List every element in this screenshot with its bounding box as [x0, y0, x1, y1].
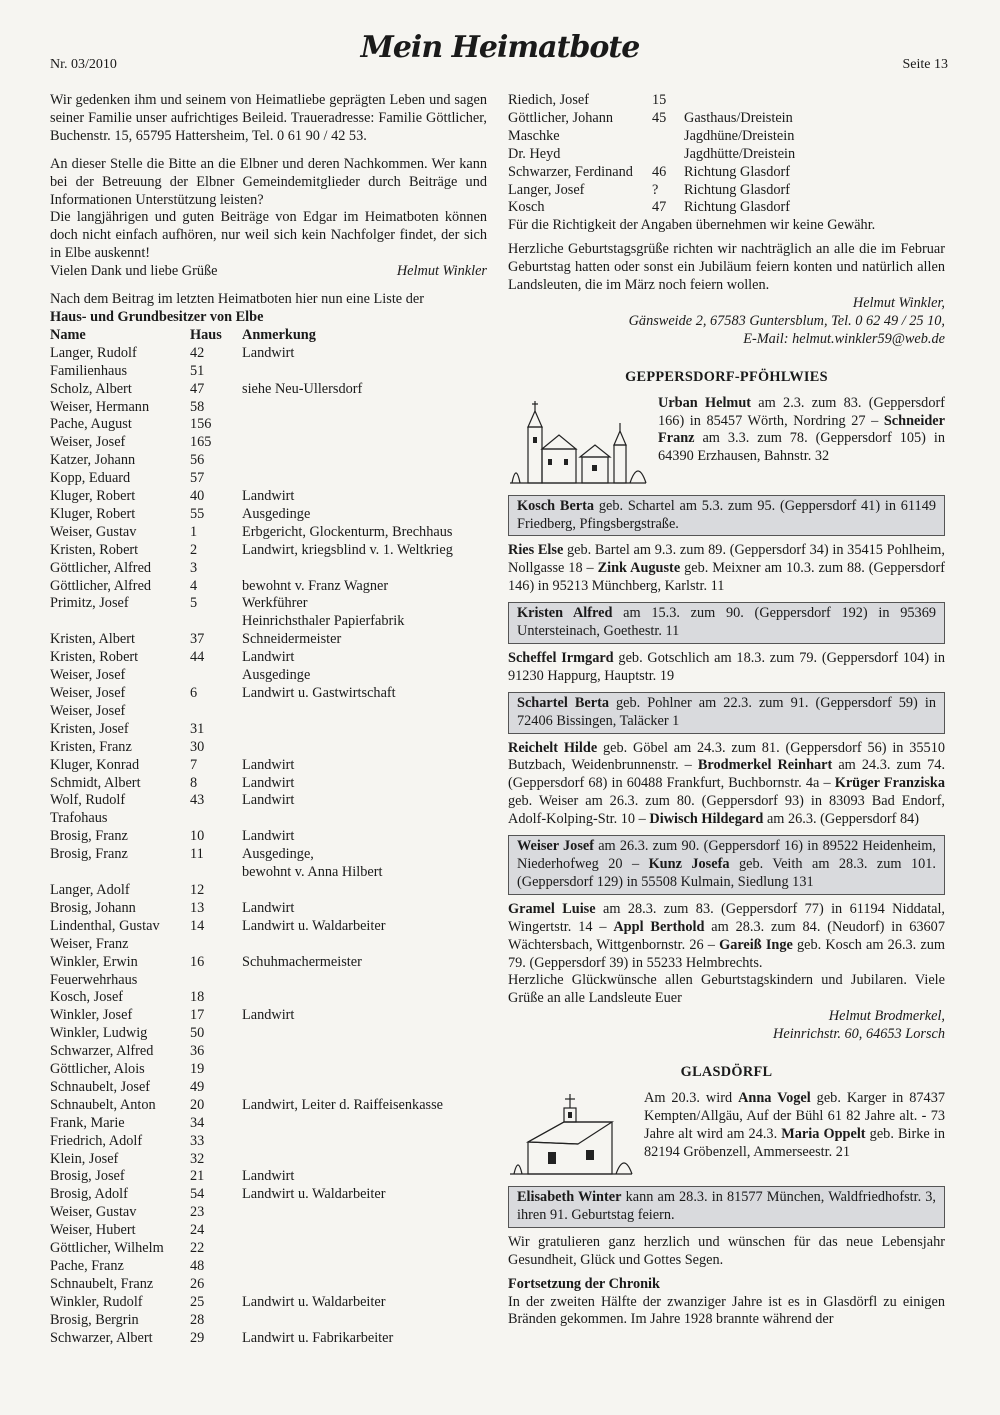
owner-name: Weiser, Hermann: [50, 398, 150, 415]
house-number: 24: [190, 1222, 205, 1239]
note: [242, 1312, 453, 1330]
table-row: [50, 1204, 453, 1222]
house-number: 22: [190, 1240, 205, 1257]
house-number: 7: [190, 756, 198, 773]
highlight-kristen-alfred: Kristen Alfred am 15.3. zum 90. (Geppersdorf 192) in 95369 Untersteinach, Goethestr. 11: [508, 602, 945, 644]
table-row: [508, 164, 795, 182]
table-row: [50, 381, 453, 399]
owner-name: Kristen, Franz: [50, 738, 132, 755]
birthday-entry-vogel-oppelt: Am 20.3. wird Anna Vogel geb. Karger in 87437 Kempten/Allgäu, Auf der Bühl 61 82 Jahre alt. - 73 Jahre alt wird am 24.3. Maria Oppelt geb. Birke in 82194 Gröbenzell, Ammerseestr. 21: [644, 1089, 945, 1160]
note: [684, 92, 795, 110]
table-row: [50, 703, 453, 721]
note: bewohnt v. Franz Wagner: [242, 577, 389, 594]
owner-name: Schnaubelt, Josef: [50, 1078, 151, 1095]
table-row: [50, 631, 453, 649]
note: Landwirt u. Waldarbeiter: [242, 1293, 386, 1310]
table-row: [508, 92, 795, 110]
table-row: [50, 1186, 453, 1204]
table-row: [50, 470, 453, 488]
table-row: [508, 110, 795, 128]
table-row: [50, 524, 453, 542]
thanks-text: Vielen Dank und liebe Grüße: [50, 263, 218, 280]
no-warranty-note: Für die Richtigkeit der Angaben übernehmen wir keine Gewähr.: [508, 217, 876, 234]
house-number: 36: [190, 1043, 205, 1060]
house-number: 23: [190, 1204, 205, 1221]
house-number: 11: [190, 846, 204, 863]
note: Ausgedinge: [242, 667, 311, 684]
note: [242, 434, 453, 452]
owner-name: Göttlicher, Alois: [50, 1061, 145, 1078]
house-number: 29: [190, 1329, 205, 1346]
house-number: 3: [190, 559, 198, 576]
house-number: 48: [190, 1258, 205, 1274]
table-row: [508, 128, 795, 146]
note: Schneidermeister: [242, 631, 342, 648]
note: Landwirt: [242, 488, 295, 505]
owner-name: Friedrich, Adolf: [50, 1132, 143, 1149]
house-number: 43: [190, 792, 205, 809]
note: siehe Neu-Ullersdorf: [242, 380, 363, 397]
church-village-illustration: [508, 397, 648, 489]
owner-name: Dr. Heyd: [508, 145, 561, 162]
house-number: 15: [652, 92, 667, 108]
owner-name: Kluger, Robert: [50, 488, 136, 505]
note: Ausgedinge: [242, 505, 311, 522]
owner-name: Maschke: [508, 127, 560, 144]
house-number: 46: [652, 163, 667, 180]
note: Werkführer: [242, 595, 308, 612]
house-number: 2: [190, 541, 198, 558]
owner-name: Kopp, Eduard: [50, 470, 131, 487]
note: [242, 416, 453, 434]
table-row: [50, 989, 453, 1007]
table-row: [50, 954, 453, 972]
owner-name: Winkler, Rudolf: [50, 1293, 143, 1310]
note: [242, 363, 453, 381]
house-number: [190, 703, 242, 721]
table-row: [50, 1133, 453, 1151]
owner-name: Langer, Rudolf: [50, 344, 137, 361]
house-number: 6: [190, 685, 198, 701]
house-number: 13: [190, 899, 205, 916]
owner-name: Brosig, Franz: [50, 828, 128, 845]
house-number: 8: [190, 774, 198, 791]
owner-name: Wolf, Rudolf: [50, 792, 126, 809]
note: Landwirt, kriegsblind v. 1. Weltkrieg: [242, 541, 453, 558]
issue-number: Nr. 03/2010: [50, 57, 117, 72]
owner-name: Brosig, Adolf: [50, 1186, 128, 1203]
house-number: 32: [190, 1150, 205, 1167]
appeal-paragraph: An dieser Stelle die Bitte an die Elbner und deren Nachkommen. Wer kann bei der Betreuung der Elbner Gemeindemitglieder durch Beiträge und Informationen Unterstützung leisten?: [50, 155, 487, 208]
owner-name: Feuerwehrhaus: [50, 971, 138, 988]
house-number: [190, 864, 242, 882]
owner-name: Winkler, Ludwig: [50, 1025, 148, 1042]
owner-name: Schwarzer, Ferdinand: [508, 163, 633, 180]
note: bewohnt v. Anna Hilbert: [242, 864, 383, 881]
house-number: 37: [190, 631, 205, 648]
owner-name: Kristen, Josef: [50, 720, 129, 737]
owner-name: Langer, Josef: [508, 181, 585, 198]
owner-name: Brosig, Josef: [50, 1168, 125, 1185]
owner-name: Göttlicher, Alfred: [50, 577, 152, 594]
owner-name: Frank, Marie: [50, 1114, 125, 1131]
house-number: 1: [190, 523, 198, 540]
owner-name: [50, 864, 190, 882]
table-row: [50, 936, 453, 954]
birthday-entry-gramel-group: Gramel Luise am 28.3. zum 83. (Geppersdorf 77) in 61194 Niddatal, Wingertstr. 14 – Appl Berthold am 28.3. zum 84. (Neudorf) in 63607 Wächtersbach, Wittgenbornstr. 26 – Gareiß Inge geb. Kosch am 26.3. zum 79. (Geppersdorf 39) in 55233 Helmbrechts.: [508, 900, 945, 971]
table-row: [50, 882, 453, 900]
house-number: 56: [190, 452, 205, 469]
note: Schuhmachermeister: [242, 953, 362, 970]
note: Landwirt: [242, 774, 295, 791]
birthday-entry-urban-schneider: Urban Helmut am 2.3. zum 83. (Geppersdorf 166) in 85457 Wörth, Nordring 27 – Schneider Franz am 3.3. zum 78. (Geppersdorf 105) in 64390 Erzhausen, Bahnstr. 32: [658, 394, 945, 465]
table-row: [50, 1258, 453, 1276]
owner-name: Kluger, Konrad: [50, 756, 140, 773]
birthday-entry-scheffel: Scheffel Irmgard geb. Gotschlich am 18.3. zum 79. (Geppersdorf 104) in 91230 Happurg, Hauptstr. 19: [508, 649, 945, 684]
table-row: [50, 1330, 453, 1348]
table-row: [50, 434, 453, 452]
chronik-title: Fortsetzung der Chronik: [508, 1275, 660, 1292]
table-row: [50, 972, 453, 990]
note: Landwirt: [242, 899, 295, 916]
note: [242, 399, 453, 417]
note: Jagdhüne/Dreistein: [684, 127, 795, 144]
note: Landwirt: [242, 792, 295, 809]
table-row: [50, 649, 453, 667]
house-number: 40: [190, 488, 205, 505]
note: Landwirt: [242, 344, 295, 361]
note: [242, 452, 453, 470]
table-row: [50, 1312, 453, 1330]
note: Richtung Glasdorf: [684, 199, 791, 216]
owner-name: Kosch: [508, 199, 545, 216]
birthday-entry-ries-zink: Ries Else geb. Bartel am 9.3. zum 89. (Geppersdorf 34) in 35415 Pohlheim, Nollgasse 18 – Zink Auguste geb. Meixner am 10.3. zum 88. (Geppersdorf 146) in 95213 Münchberg, Karlstr. 11: [508, 542, 945, 595]
table-row: [50, 416, 453, 434]
owner-name: Kristen, Robert: [50, 541, 139, 558]
table-row: [50, 918, 453, 936]
table-row: [50, 613, 453, 631]
house-number: 30: [190, 738, 205, 755]
note: [242, 972, 453, 990]
section-geppersdorf-title: GEPPERSDORF-PFÖHLWIES: [625, 368, 828, 385]
house-number: [190, 936, 242, 954]
table-row: [50, 345, 453, 363]
owner-name: Familienhaus: [50, 362, 128, 379]
table-row: [508, 199, 795, 217]
owner-name: [50, 613, 190, 631]
owner-name: Brosig, Bergrin: [50, 1311, 139, 1328]
owner-name: Weiser, Josef: [50, 667, 126, 684]
house-number: [190, 613, 242, 631]
note: [242, 989, 453, 1007]
table-row: [50, 810, 453, 828]
table-row: [50, 452, 453, 470]
note: Landwirt: [242, 1007, 295, 1024]
note: Landwirt: [242, 756, 295, 773]
birthday-entry-reichelt-group: Reichelt Hilde geb. Göbel am 24.3. zum 81. (Geppersdorf 56) in 35510 Butzbach, Weidenbrunnenstr. – Brodmerkel Reinhart am 24.3. zum 74. (Geppersdorf 68) in 60488 Frankfurt, Buchbornstr. 4a – Krüger Franziska geb. Weiser am 26.3. zum 80. (Geppersdorf 93) in 83093 Bad Endorf, Adolf-Kolping-Str. 10 – Diwisch Hildegard am 26.3. (Geppersdorf 84): [508, 739, 946, 828]
note: [242, 739, 453, 757]
geppersdorf-intro: [508, 395, 945, 489]
table-row: [50, 667, 453, 685]
house-number: 50: [190, 1025, 205, 1042]
house-number: 17: [190, 1007, 205, 1024]
note: Landwirt, Leiter d. Raiffeisenkasse: [242, 1096, 444, 1113]
owner-name: Göttlicher, Wilhelm: [50, 1240, 164, 1257]
owner-name: Riedich, Josef: [508, 92, 589, 108]
owner-name: Göttlicher, Johann: [508, 109, 614, 126]
house-number: 4: [190, 577, 198, 594]
note: [242, 1061, 453, 1079]
owner-name: Schnaubelt, Anton: [50, 1096, 156, 1113]
house-number: 42: [190, 344, 205, 361]
owner-name: Schmidt, Albert: [50, 774, 141, 791]
note: Gasthaus/Dreistein: [684, 109, 793, 126]
owner-name: Weiser, Gustav: [50, 1204, 137, 1221]
owner-name: Scholz, Albert: [50, 380, 132, 397]
owner-name: Weiser, Josef: [50, 685, 126, 701]
house-number: 5: [190, 595, 198, 612]
table-row: [50, 560, 453, 578]
note: Jagdhütte/Dreistein: [684, 145, 796, 162]
note: [242, 703, 453, 721]
list-intro: Nach dem Beitrag im letzten Heimatboten hier nun eine Liste der: [50, 291, 424, 308]
appeal-paragraph-2: Die langjährigen und guten Beiträge von Edgar im Heimatboten können doch nicht einfach aufhören, nur weil sich kein Nachfolger findet, der sich in Elbe auskennt!: [50, 209, 487, 262]
house-number: 45: [652, 109, 667, 126]
owner-name: Brosig, Franz: [50, 846, 128, 863]
house-number: [190, 972, 242, 990]
closing-greeting: Herzliche Glückwünsche allen Geburtstagskindern und Jubilaren. Viele Grüße an alle Landsleute Euer: [508, 972, 945, 1007]
author-name: Helmut Winkler: [396, 263, 487, 280]
note: Landwirt u. Waldarbeiter: [242, 917, 386, 934]
table-row: [50, 1025, 453, 1043]
note: Landwirt: [242, 828, 295, 845]
note: [242, 1115, 453, 1133]
table-row: [50, 1115, 453, 1133]
signature-name: Helmut Winkler,: [852, 294, 945, 311]
note: Erbgericht, Glockenturm, Brechhaus: [242, 523, 453, 540]
list-title: Haus- und Grundbesitzer von Elbe: [50, 308, 264, 325]
highlight-elisabeth-winter: Elisabeth Winter kann am 28.3. in 81577 München, Waldfriedhofstr. 3, ihren 91. Geburtstag feiern.: [508, 1186, 945, 1228]
table-row: [50, 721, 453, 739]
table-row: [50, 578, 453, 596]
house-number: 55: [190, 505, 205, 522]
note: Heinrichsthaler Papierfabrik: [242, 613, 405, 630]
note: [242, 936, 453, 954]
table-row: [50, 1097, 453, 1115]
house-number: ?: [652, 181, 659, 198]
table-row: [508, 146, 795, 164]
table-row: [50, 739, 453, 757]
owner-name: Langer, Adolf: [50, 881, 130, 898]
table-row: [50, 1168, 453, 1186]
owner-name: Schnaubelt, Franz: [50, 1275, 154, 1292]
house-number: 28: [190, 1311, 205, 1328]
table-row: [50, 828, 453, 846]
house-number: [190, 810, 242, 828]
owner-name: Trafohaus: [50, 810, 108, 827]
note: [242, 1133, 453, 1151]
owner-name: Primitz, Josef: [50, 595, 129, 612]
owner-name: Weiser, Hubert: [50, 1222, 136, 1239]
owner-name: Winkler, Erwin: [50, 953, 138, 970]
owner-name: Kosch, Josef: [50, 989, 124, 1006]
condolence-paragraph: Wir gedenken ihm und seinem von Heimatliebe geprägten Leben und sagen seiner Familie unser aufrichtiges Beileid. Traueradresse: Familie Göttlicher, Buchenstr. 15, 65795 Hattersheim, Tel. 0 61 90 / 42 53.: [50, 92, 487, 144]
table-row: [50, 757, 453, 775]
owner-name: Schwarzer, Alfred: [50, 1043, 154, 1060]
table-row: [50, 900, 453, 918]
note: [242, 560, 453, 578]
house-number: 19: [190, 1061, 205, 1078]
owner-name: Klein, Josef: [50, 1150, 119, 1167]
owners-table: [50, 327, 453, 1348]
table-row: [50, 685, 453, 703]
table-row: [50, 542, 453, 560]
note: Landwirt: [242, 649, 295, 666]
table-row: [50, 1007, 453, 1025]
note: Ausgedinge,: [242, 846, 314, 863]
col-haus-header: Haus: [190, 326, 222, 343]
note: Landwirt: [242, 1168, 295, 1185]
col-name-header: Name: [50, 326, 86, 343]
house-number: [190, 667, 242, 685]
note: [242, 1222, 453, 1240]
note: [242, 810, 453, 828]
note: [242, 1258, 453, 1276]
table-row: [50, 1043, 453, 1061]
house-number: 51: [190, 362, 205, 379]
table-row: [50, 1079, 453, 1097]
closing-author: Helmut Brodmerkel,: [828, 1008, 945, 1025]
note: [242, 470, 453, 488]
signature-email: E-Mail: helmut.winkler59@web.de: [743, 330, 945, 347]
owner-name: Göttlicher, Alfred: [50, 559, 152, 576]
signature-address: Gänsweide 2, 67583 Guntersblum, Tel. 0 62 49 / 25 10,: [628, 312, 945, 329]
table-row: [50, 363, 453, 381]
note: Richtung Glasdorf: [684, 181, 791, 198]
table-row: [50, 1222, 453, 1240]
house-number: 21: [190, 1168, 205, 1185]
owner-name: Katzer, Johann: [50, 452, 136, 469]
house-number: [652, 128, 684, 146]
note: Landwirt u. Gastwirtschaft: [242, 685, 396, 701]
table-row: [50, 1294, 453, 1312]
closing-address: Heinrichstr. 60, 64653 Lorsch: [773, 1026, 945, 1043]
note: [242, 1025, 453, 1043]
note: [242, 1204, 453, 1222]
note: Richtung Glasdorf: [684, 163, 791, 180]
owner-name: Schwarzer, Albert: [50, 1329, 153, 1346]
chapel-illustration: [508, 1092, 634, 1180]
right-column: [508, 92, 945, 1329]
table-row: [508, 182, 795, 200]
table-row: [50, 399, 453, 417]
house-number: 26: [190, 1275, 205, 1292]
col-note-header: Anmerkung: [242, 326, 316, 343]
house-number: 54: [190, 1186, 205, 1203]
highlight-schartel-berta: Schartel Berta geb. Pohlner am 22.3. zum 91. (Geppersdorf 59) in 72406 Bissingen, Taläcker 1: [508, 692, 945, 734]
house-number: 33: [190, 1132, 205, 1149]
house-number: 10: [190, 828, 205, 845]
note: [242, 1079, 453, 1097]
house-number: 156: [190, 416, 212, 433]
note: Landwirt u. Waldarbeiter: [242, 1186, 386, 1203]
highlight-weiser-kunz: Weiser Josef am 26.3. zum 90. (Geppersdorf 16) in 89522 Heidenheim, Niederhofweg 20 – Kunz Josefa geb. Veith am 28.3. zum 101. (Geppersdorf 129) in 55508 Kulmain, Siedlung 131: [508, 835, 945, 895]
owner-name: Pache, August: [50, 416, 132, 433]
owner-name: Winkler, Josef: [50, 1007, 133, 1024]
owner-name: Weiser, Gustav: [50, 523, 137, 540]
owner-name: Kristen, Robert: [50, 649, 139, 666]
table-row: [50, 1151, 453, 1169]
glasdoerfl-intro: [508, 1090, 945, 1180]
note: [242, 1240, 453, 1258]
note: [242, 1276, 453, 1294]
house-number: 20: [190, 1096, 205, 1113]
table-row: [50, 488, 453, 506]
house-number: 16: [190, 953, 205, 970]
note: [242, 882, 453, 900]
house-number: 14: [190, 917, 205, 934]
greetings-paragraph: Herzliche Geburtstagsgrüße richten wir nachträglich an alle die im Februar Geburtstag hatten oder sonst ein Jubiläum feiern konten und natürlich allen Landsleuten, die im März noch feiern wollen.: [508, 241, 945, 294]
masthead-logo: Mein Heimatbote: [360, 30, 640, 65]
house-number: 47: [190, 380, 205, 397]
house-number: 57: [190, 470, 205, 487]
note: [242, 1151, 453, 1169]
congratulations-paragraph: Wir gratulieren ganz herzlich und wünschen für das neue Lebensjahr Gesundheit, Glück und Gottes Segen.: [508, 1233, 945, 1268]
house-number: 25: [190, 1293, 205, 1310]
signature-line: [50, 263, 487, 281]
page-number: Seite 13: [902, 57, 948, 72]
note: [242, 721, 453, 739]
owner-name: Kristen, Albert: [50, 631, 135, 648]
house-number: 165: [190, 434, 212, 451]
table-row: [50, 595, 453, 613]
table-row: [50, 792, 453, 810]
table-row: [50, 846, 453, 864]
left-column: [50, 92, 487, 1348]
house-number: 47: [652, 199, 667, 216]
chronik-text: In der zweiten Hälfte der zwanziger Jahre ist es in Glasdörfl zu einigen Bränden gekommen. Im Jahre 1928 brannte während der: [508, 1293, 945, 1328]
house-number: 18: [190, 989, 205, 1006]
table-row: [50, 506, 453, 524]
table-row: [50, 775, 453, 793]
house-number: 34: [190, 1114, 205, 1131]
owner-name: Lindenthal, Gustav: [50, 917, 160, 934]
owner-name: Brosig, Johann: [50, 899, 136, 916]
table-row: [50, 1240, 453, 1258]
section-glasdoerfl-title: GLASDÖRFL: [680, 1064, 773, 1081]
table-row: [50, 1276, 453, 1294]
house-number: [652, 146, 684, 164]
table-row: [50, 1061, 453, 1079]
owner-name: Pache, Franz: [50, 1258, 124, 1274]
house-number: 49: [190, 1078, 205, 1095]
owner-name: Weiser, Josef: [50, 434, 126, 451]
house-number: 31: [190, 720, 205, 737]
house-number: 58: [190, 398, 205, 415]
owner-name: Weiser, Josef: [50, 702, 126, 719]
house-number: 12: [190, 881, 205, 898]
table-row: [50, 864, 453, 882]
owners-table-continued: [508, 92, 795, 217]
note: Landwirt u. Fabrikarbeiter: [242, 1329, 394, 1346]
owner-name: Weiser, Franz: [50, 935, 129, 952]
note: [242, 1043, 453, 1061]
owner-name: Kluger, Robert: [50, 505, 136, 522]
highlight-kosch-berta: Kosch Berta geb. Schartel am 5.3. zum 95. (Geppersdorf 41) in 61149 Friedberg, Pfingsbergstraße.: [508, 495, 945, 537]
house-number: 44: [190, 649, 205, 666]
